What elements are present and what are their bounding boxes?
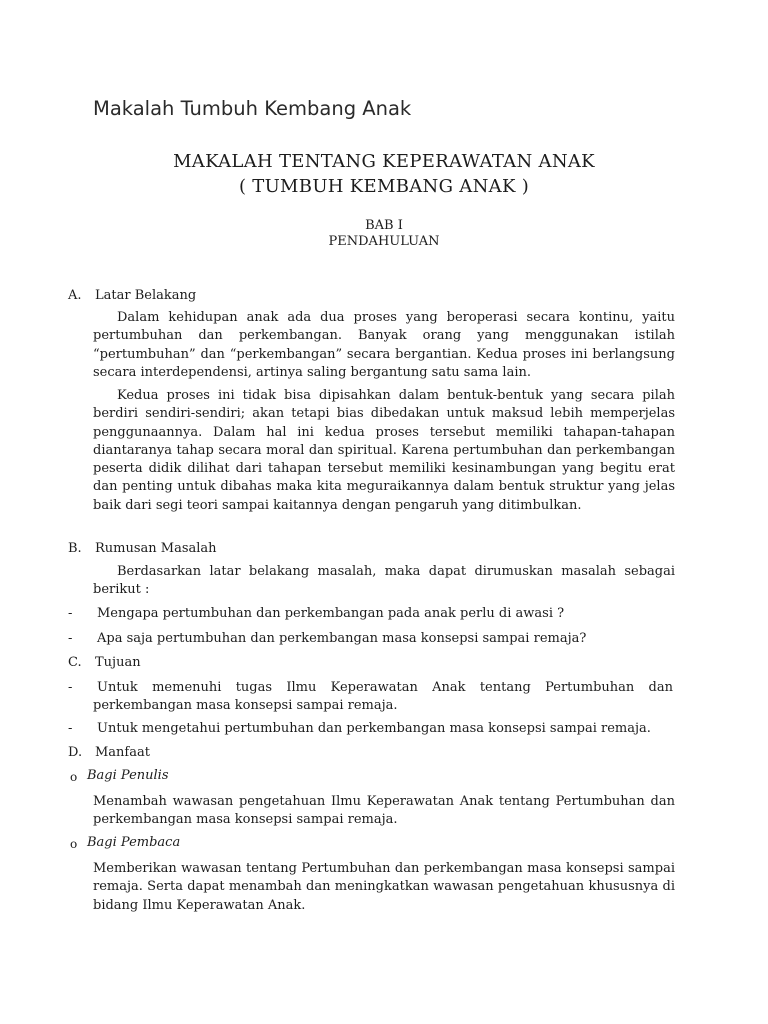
section-a-paragraph-1: Dalam kehidupan anak ada dua proses yang beroperasi secara kontinu, yaitu pertumbuhan dan perkembangan. Banyak orang yang menggunakan istilah “pertumbuhan” dan “perkembangan” secara bergantian. Kedua proses ini berlangsung secara interdependensi, artinya saling bergantung satu sama lain. bbox=[93, 310, 675, 380]
section-d-sub1-title: Bagi Penulis bbox=[87, 768, 169, 783]
section-a-paragraph-2: Kedua proses ini tidak bisa dipisahkan dalam bentuk-bentuk yang secara pilah berdiri sendiri-sendiri; akan tetapi bias dibedakan untuk maksud lebih memperjelas penggunaannya. Dalam hal ini kedua proses tersebut memiliki tahapan-tahapan diantaranya tahap secara moral dan spiritual. Karena pertumbuhan dan perkembangan peserta didik dilihat dari tahapan tersebut memiliki kesinambungan yang begitu erat dan penting untuk dibahas maka kita meguraikannya dalam bentuk struktur yang jelas baik dari segi teori sampai kaitannya dengan pengaruh yang ditimbulkan. bbox=[93, 388, 675, 513]
list-dash: - bbox=[68, 606, 73, 621]
section-c-item-1: Untuk memenuhi tugas Ilmu Keperawatan Anak tentang Pertumbuhan dan perkembangan masa konsepsi sampai remaja. bbox=[93, 680, 673, 714]
section-b-title: Rumusan Masalah bbox=[95, 541, 217, 556]
title-line-2: ( TUMBUH KEMBANG ANAK ) bbox=[238, 176, 530, 197]
list-dash: - bbox=[68, 721, 73, 736]
section-b-item-2: Apa saja pertumbuhan dan perkembangan masa konsepsi sampai remaja? bbox=[97, 631, 587, 646]
section-c-letter: C. bbox=[68, 655, 82, 670]
section-a-title: Latar Belakang bbox=[95, 288, 197, 303]
section-b-item-1: Mengapa pertumbuhan dan perkembangan pada anak perlu di awasi ? bbox=[97, 606, 565, 621]
title-line-1: MAKALAH TENTANG KEPERAWATAN ANAK bbox=[173, 151, 595, 172]
section-b-intro: Berdasarkan latar belakang masalah, maka dapat dirumuskan masalah sebagai berikut : bbox=[93, 564, 675, 598]
list-dash: - bbox=[68, 631, 73, 646]
chapter-title: PENDAHULUAN bbox=[328, 234, 440, 249]
section-d-sub2-text: Memberikan wawasan tentang Pertumbuhan dan perkembangan masa konsepsi sampai remaja. Serta dapat menambah dan meningkatkan wawasan pengetahuan khususnya di bidang Ilmu Keperawatan Anak. bbox=[93, 861, 675, 913]
section-d-sub1-text: Menambah wawasan pengetahuan Ilmu Keperawatan Anak tentang Pertumbuhan dan perkembangan masa konsepsi sampai remaja. bbox=[93, 794, 675, 828]
section-b-letter: B. bbox=[68, 541, 82, 556]
section-c-title: Tujuan bbox=[95, 655, 141, 670]
section-d-letter: D. bbox=[68, 745, 83, 760]
chapter-number: BAB I bbox=[365, 218, 403, 233]
section-d-title: Manfaat bbox=[95, 745, 150, 760]
section-a-letter: A. bbox=[68, 288, 82, 303]
document-heading: Makalah Tumbuh Kembang Anak bbox=[93, 97, 412, 120]
bullet-circle: o bbox=[70, 837, 78, 851]
list-dash: - bbox=[68, 680, 73, 695]
section-c-item-2: Untuk mengetahui pertumbuhan dan perkembangan masa konsepsi sampai remaja. bbox=[97, 721, 651, 736]
bullet-circle: o bbox=[70, 770, 78, 784]
section-d-sub2-title: Bagi Pembaca bbox=[87, 835, 181, 850]
